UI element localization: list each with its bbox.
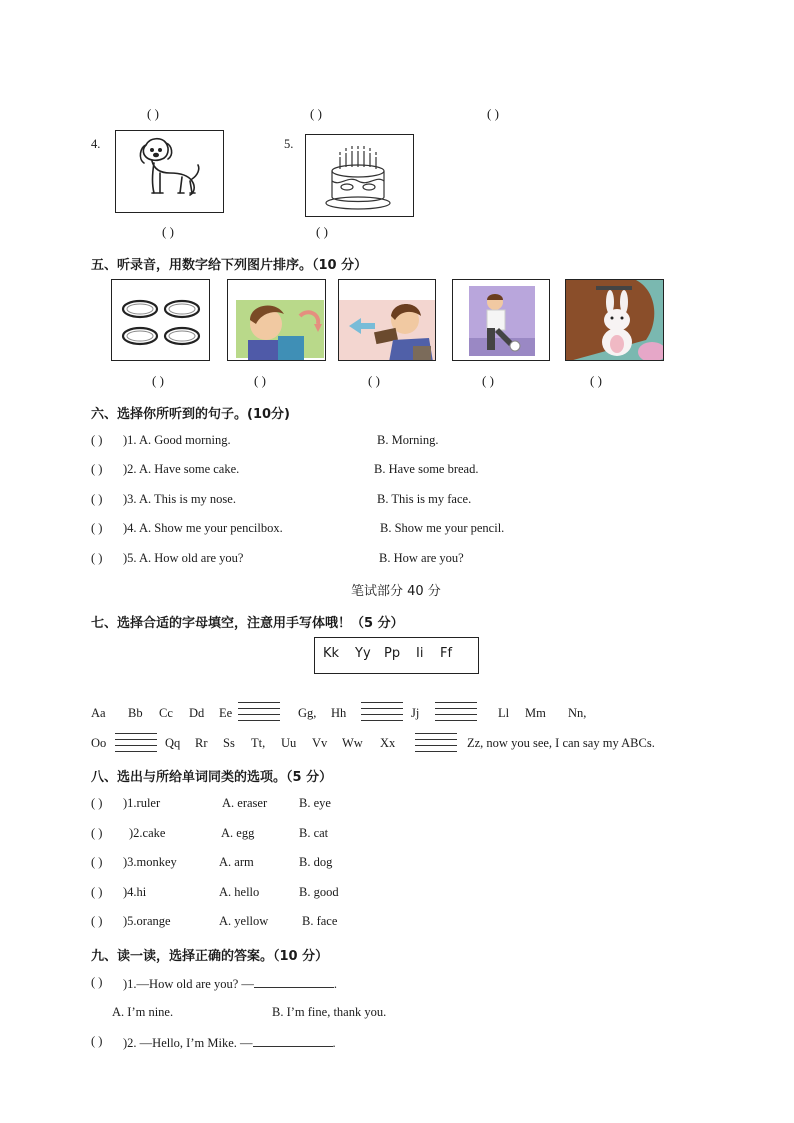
alphabet-letter: Ll <box>498 706 510 720</box>
alphabet-letter: Aa <box>91 706 106 720</box>
alphabet-letter: Zz, now you see, I can say my ABCs. <box>467 736 655 750</box>
alphabet-letter: Ww <box>342 736 363 750</box>
answer-paren: ( ) <box>91 826 103 840</box>
handwriting-blank[interactable] <box>415 733 457 757</box>
section-heading: 五、听录音，用数字给下列图片排序。（10 分） <box>91 258 368 273</box>
answer-paren: ( ) <box>254 373 266 388</box>
option-a: )2. A. Have some cake. <box>123 462 240 476</box>
dog-picture <box>115 130 224 213</box>
answer-paren: ( ) <box>147 106 159 121</box>
alphabet-letter: Ee <box>219 706 233 720</box>
boy-kicking-icon <box>453 280 550 361</box>
bunny-toy-icon <box>566 280 664 361</box>
given-word: )2.cake <box>129 826 166 840</box>
option-a: )4. A. Show me your pencilbox. <box>123 521 283 535</box>
section-heading: 七、选择合适的字母填空，注意用手写体哦！（5 分） <box>91 616 404 631</box>
option-b: B. dog <box>299 855 333 869</box>
option-b: B. How are you? <box>379 551 464 565</box>
picture-boy-book <box>338 279 436 361</box>
handwriting-blank[interactable] <box>238 702 280 726</box>
option-a: )3. A. This is my nose. <box>123 492 236 506</box>
answer-paren: ( ) <box>91 796 103 810</box>
question-text <box>123 975 337 992</box>
given-word: )4.hi <box>123 885 147 899</box>
cake-picture <box>305 134 414 217</box>
alphabet-letter: Hh <box>331 706 347 720</box>
option-b: B. I’m fine, thank you. <box>272 1005 387 1019</box>
alphabet-letter: Mm <box>525 706 546 720</box>
answer-paren: ( ) <box>91 492 103 506</box>
alphabet-letter: Ss <box>223 736 235 750</box>
alphabet-letter: Vv <box>312 736 328 750</box>
answer-paren: ( ) <box>91 885 103 899</box>
section-heading: 六、选择你所听到的句子。(10分) <box>91 407 290 422</box>
answer-paren: ( ) <box>91 433 103 447</box>
option-a: )5. A. How old are you? <box>123 551 244 565</box>
option-a: A. hello <box>219 885 260 899</box>
alphabet-letter: Oo <box>91 736 107 750</box>
option-b: B. face <box>302 914 338 928</box>
option-b: B. Have some bread. <box>374 462 479 476</box>
question-prompt: )1.—How old are you? — <box>123 977 254 991</box>
alphabet-letter: Tt, <box>251 736 266 750</box>
option-a: A. egg <box>221 826 255 840</box>
option-a: A. eraser <box>222 796 268 810</box>
option-a: A. yellow <box>219 914 269 928</box>
answer-paren: ( ) <box>590 373 602 388</box>
alphabet-letter: Cc <box>159 706 173 720</box>
option-b: B. eye <box>299 796 331 810</box>
answer-blank[interactable] <box>254 975 334 988</box>
dog-icon <box>116 131 224 213</box>
answer-paren: ( ) <box>310 106 322 121</box>
option-b: B. good <box>299 885 339 899</box>
given-word: )5.orange <box>123 914 171 928</box>
option-b: B. This is my face. <box>377 492 472 506</box>
question-number: 4. <box>91 137 101 151</box>
answer-paren: ( ) <box>162 224 174 239</box>
alphabet-letter: Jj <box>411 706 420 720</box>
answer-paren: ( ) <box>91 914 103 928</box>
question-end: . <box>332 1036 336 1050</box>
section-heading: 八、选出与所给单词同类的选项。（5 分） <box>91 770 333 785</box>
question-prompt: )2. —Hello, I’m Mike. — <box>123 1036 253 1050</box>
question-number: 5. <box>284 137 294 151</box>
alphabet-letter: Nn, <box>568 706 587 720</box>
alphabet-letter: Bb <box>128 706 143 720</box>
answer-paren: ( ) <box>91 855 103 869</box>
alphabet-letter: Xx <box>380 736 396 750</box>
letter-choices-box <box>314 637 479 674</box>
picture-boy-kicking <box>452 279 550 361</box>
letter-choice: Kk <box>323 646 340 661</box>
answer-paren: ( ) <box>482 373 494 388</box>
answer-paren: ( ) <box>91 1034 103 1048</box>
answer-paren: ( ) <box>91 551 103 565</box>
section-heading: 九、读一读，选择正确的答案。（10 分） <box>91 949 329 964</box>
letter-choice: Yy <box>355 646 371 661</box>
alphabet-letter: Qq <box>165 736 181 750</box>
boy-backpack-icon <box>228 280 326 361</box>
answer-paren: ( ) <box>368 373 380 388</box>
option-a: A. arm <box>219 855 254 869</box>
answer-blank[interactable] <box>253 1034 333 1047</box>
letter-choice: Ff <box>440 646 453 661</box>
option-b: B. cat <box>299 826 329 840</box>
picture-boy-turning <box>227 279 326 361</box>
boy-book-icon <box>339 280 436 361</box>
picture-rings <box>111 279 210 361</box>
alphabet-letter: Uu <box>281 736 297 750</box>
answer-paren: ( ) <box>91 521 103 535</box>
birthday-cake-icon <box>306 135 414 217</box>
answer-paren: ( ) <box>316 224 328 239</box>
answer-paren: ( ) <box>487 106 499 121</box>
alphabet-letter: Dd <box>189 706 205 720</box>
given-word: )1.ruler <box>123 796 161 810</box>
given-word: )3.monkey <box>123 855 177 869</box>
letter-choice: Ii <box>416 646 424 661</box>
picture-bunny <box>565 279 664 361</box>
answer-paren: ( ) <box>91 975 103 989</box>
option-a: )1. A. Good morning. <box>123 433 231 447</box>
alphabet-letter: Gg, <box>298 706 317 720</box>
handwriting-blank[interactable] <box>435 702 477 726</box>
option-b: B. Morning. <box>377 433 439 447</box>
rings-icon <box>112 280 210 361</box>
option-a: A. I’m nine. <box>112 1005 174 1019</box>
written-part-title: 笔试部分 40 分 <box>351 584 441 599</box>
answer-paren: ( ) <box>152 373 164 388</box>
handwriting-blank[interactable] <box>115 733 157 757</box>
alphabet-letter: Rr <box>195 736 208 750</box>
letter-choice: Pp <box>384 646 401 661</box>
question-text <box>123 1034 336 1051</box>
question-end: . <box>333 977 337 991</box>
answer-paren: ( ) <box>91 462 103 476</box>
handwriting-blank[interactable] <box>361 702 403 726</box>
option-b: B. Show me your pencil. <box>380 521 505 535</box>
